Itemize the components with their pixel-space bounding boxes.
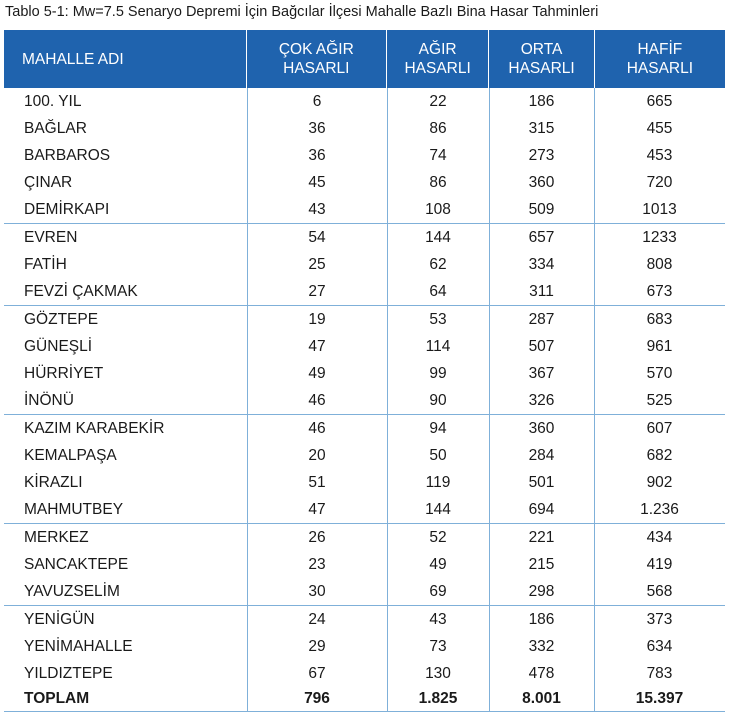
- mahalle-name: GÜNEŞLİ: [24, 337, 93, 355]
- orta-value: 284: [528, 446, 555, 464]
- orta-value: 287: [528, 310, 555, 328]
- hafif-value: 682: [646, 446, 673, 464]
- hafif-value: 434: [646, 528, 673, 546]
- table-row: [4, 333, 725, 360]
- agir-value: 69: [429, 582, 447, 600]
- orta-value: 311: [529, 282, 554, 300]
- hafif-value: 568: [646, 582, 673, 600]
- mahalle-name: FATİH: [24, 255, 67, 273]
- hafif-value: 570: [646, 364, 673, 382]
- table-row: [4, 660, 725, 687]
- mahalle-name: YENİGÜN: [24, 610, 95, 628]
- table-row: [4, 251, 725, 278]
- hafif-value: 673: [646, 282, 673, 300]
- orta-value: 326: [528, 391, 555, 409]
- mahalle-name: YENİMAHALLE: [24, 637, 133, 655]
- agir-value: 62: [429, 255, 447, 273]
- agir-value: 52: [429, 528, 447, 546]
- orta-value: 215: [528, 555, 555, 573]
- total-cok-agir: 796: [304, 690, 330, 707]
- cok-agir-value: 51: [308, 473, 326, 491]
- orta-value: 507: [528, 337, 555, 355]
- cok-agir-value: 54: [308, 228, 326, 246]
- agir-value: 108: [425, 200, 451, 218]
- orta-value: 478: [528, 664, 555, 682]
- mahalle-name: DEMİRKAPI: [24, 200, 110, 218]
- orta-value: 315: [528, 119, 555, 137]
- cok-agir-value: 23: [308, 555, 326, 573]
- header-agir-hasarli: AĞIR HASARLI: [386, 30, 488, 88]
- cok-agir-value: 49: [308, 364, 326, 382]
- cok-agir-value: 46: [308, 391, 326, 409]
- header-mahalle-adi: MAHALLE ADI: [22, 50, 124, 68]
- hafif-value: 783: [646, 664, 673, 682]
- hafif-value: 1013: [642, 200, 677, 218]
- agir-value: 64: [429, 282, 447, 300]
- table-caption: Tablo 5-1: Mw=7.5 Senaryo Depremi İçin Bağcılar İlçesi Mahalle Bazlı Bina Hasar Tahminleri: [5, 4, 599, 20]
- cok-agir-value: 25: [308, 255, 326, 273]
- total-label: TOPLAM: [24, 690, 90, 707]
- hafif-value: 720: [646, 173, 673, 191]
- orta-value: 186: [528, 92, 555, 110]
- total-orta: 8.001: [522, 690, 561, 707]
- cok-agir-value: 6: [312, 92, 322, 110]
- hafif-value: 634: [646, 637, 673, 655]
- cok-agir-value: 30: [308, 582, 326, 600]
- damage-table: [4, 30, 725, 712]
- agir-value: 99: [429, 364, 447, 382]
- agir-value: 43: [429, 610, 447, 628]
- cok-agir-value: 27: [308, 282, 326, 300]
- mahalle-name: KAZIM KARABEKİR: [24, 419, 165, 437]
- table-row: [4, 523, 725, 551]
- table-row: [4, 387, 725, 414]
- hafif-value: 1.236: [640, 500, 679, 518]
- agir-value: 86: [429, 119, 447, 137]
- hafif-value: 455: [646, 119, 673, 137]
- cok-agir-value: 24: [308, 610, 326, 628]
- agir-value: 144: [425, 500, 451, 518]
- table-row: [4, 469, 725, 496]
- mahalle-name: İNÖNÜ: [24, 391, 74, 409]
- agir-value: 114: [425, 337, 451, 355]
- mahalle-name: FEVZİ ÇAKMAK: [24, 282, 138, 300]
- cok-agir-value: 47: [308, 337, 326, 355]
- hafif-value: 1233: [642, 228, 677, 246]
- orta-value: 332: [528, 637, 555, 655]
- cok-agir-value: 45: [308, 173, 326, 191]
- table-row: [4, 605, 725, 633]
- table-body: [4, 88, 725, 712]
- mahalle-name: GÖZTEPE: [24, 310, 99, 328]
- agir-value: 22: [429, 92, 447, 110]
- table-row: [4, 633, 725, 660]
- orta-value: 298: [528, 582, 555, 600]
- total-row: [4, 687, 725, 711]
- agir-value: 53: [429, 310, 447, 328]
- orta-value: 334: [528, 255, 555, 273]
- mahalle-name: ÇINAR: [24, 173, 73, 191]
- table-row: [4, 88, 725, 115]
- cok-agir-value: 36: [308, 146, 326, 164]
- agir-value: 144: [425, 228, 451, 246]
- table-row: [4, 414, 725, 442]
- mahalle-name: 100. YIL: [24, 92, 82, 110]
- hafif-value: 683: [646, 310, 673, 328]
- mahalle-name: BARBAROS: [24, 146, 111, 164]
- header-cok-agir-hasarli: ÇOK AĞIR HASARLI: [246, 30, 386, 88]
- table-row: [4, 551, 725, 578]
- agir-value: 73: [429, 637, 447, 655]
- mahalle-name: KEMALPAŞA: [24, 446, 117, 464]
- orta-value: 509: [528, 200, 555, 218]
- mahalle-name: EVREN: [24, 228, 78, 246]
- agir-value: 86: [429, 173, 447, 191]
- hafif-value: 808: [646, 255, 673, 273]
- table-row: [4, 115, 725, 142]
- orta-value: 360: [528, 173, 555, 191]
- table-row: [4, 196, 725, 223]
- total-agir: 1.825: [418, 690, 458, 707]
- agir-value: 90: [429, 391, 447, 409]
- hafif-value: 665: [646, 92, 673, 110]
- table-row: [4, 360, 725, 387]
- orta-value: 186: [528, 610, 555, 628]
- cok-agir-value: 67: [308, 664, 326, 682]
- table-row: [4, 278, 725, 305]
- header-orta-hasarli: ORTA HASARLI: [488, 30, 593, 88]
- hafif-value: 902: [646, 473, 673, 491]
- orta-value: 501: [528, 473, 555, 491]
- table-row: [4, 223, 725, 251]
- agir-value: 49: [429, 555, 447, 573]
- orta-value: 273: [528, 146, 555, 164]
- orta-value: 360: [528, 419, 555, 437]
- agir-value: 74: [429, 146, 447, 164]
- agir-value: 50: [429, 446, 447, 464]
- mahalle-name: KİRAZLI: [24, 473, 83, 491]
- agir-value: 119: [425, 473, 451, 491]
- cok-agir-value: 19: [308, 310, 326, 328]
- table-row: [4, 169, 725, 196]
- table-row: [4, 442, 725, 469]
- mahalle-name: MAHMUTBEY: [24, 500, 124, 518]
- header-hafif-hasarli: HAFİF HASARLI: [594, 30, 725, 88]
- hafif-value: 525: [646, 391, 673, 409]
- table-row: [4, 496, 725, 523]
- hafif-value: 453: [646, 146, 673, 164]
- mahalle-name: HÜRRİYET: [24, 364, 104, 382]
- cok-agir-value: 36: [308, 119, 326, 137]
- total-hafif: 15.397: [635, 690, 684, 707]
- orta-value: 657: [528, 228, 555, 246]
- hafif-value: 419: [646, 555, 673, 573]
- hafif-value: 961: [646, 337, 673, 355]
- cok-agir-value: 20: [308, 446, 326, 464]
- table-row: [4, 305, 725, 333]
- mahalle-name: BAĞLAR: [24, 119, 87, 137]
- table-header: [4, 30, 725, 88]
- cok-agir-value: 47: [308, 500, 326, 518]
- agir-value: 130: [425, 664, 451, 682]
- cok-agir-value: 29: [308, 637, 326, 655]
- mahalle-name: SANCAKTEPE: [24, 555, 129, 573]
- agir-value: 94: [429, 419, 447, 437]
- cok-agir-value: 43: [308, 200, 326, 218]
- cok-agir-value: 26: [308, 528, 326, 546]
- hafif-value: 373: [646, 610, 673, 628]
- mahalle-name: YAVUZSELİM: [24, 582, 120, 600]
- table-row: [4, 578, 725, 605]
- cok-agir-value: 46: [308, 419, 326, 437]
- orta-value: 367: [528, 364, 555, 382]
- table-row: [4, 142, 725, 169]
- hafif-value: 607: [646, 419, 673, 437]
- mahalle-name: MERKEZ: [24, 528, 89, 546]
- mahalle-name: YILDIZTEPE: [24, 664, 113, 682]
- orta-value: 221: [528, 528, 555, 546]
- orta-value: 694: [528, 500, 555, 518]
